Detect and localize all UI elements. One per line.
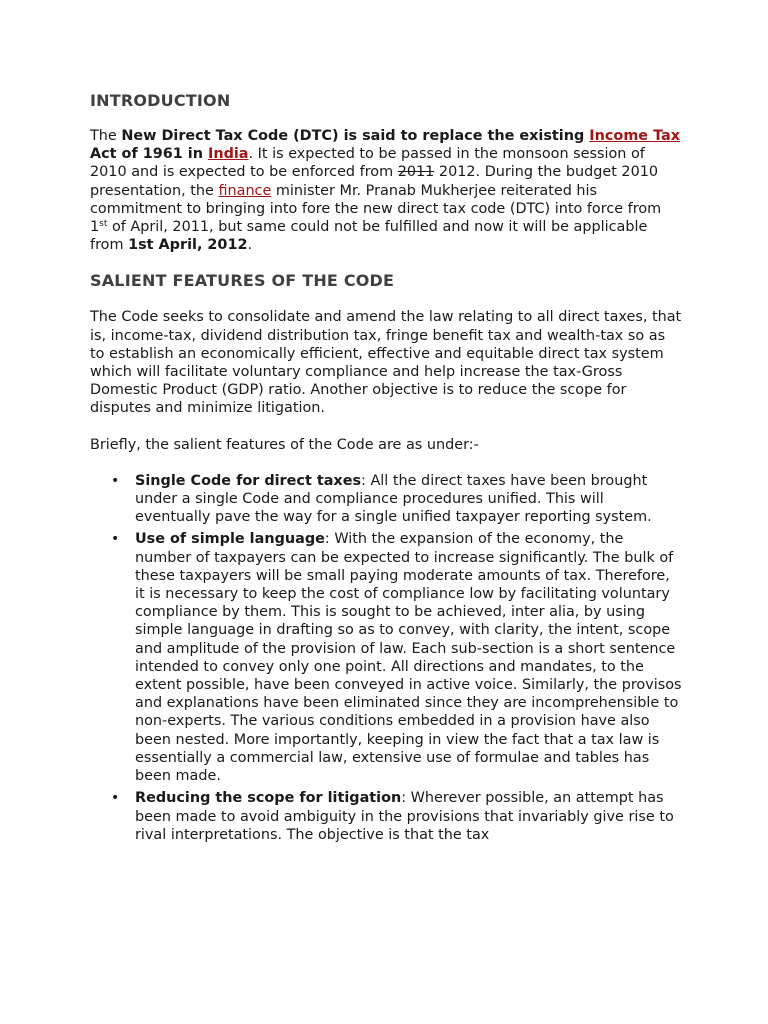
introduction-paragraph xyxy=(90,127,682,254)
intro-text-expected: . It is expected to be passed in the monsoon session of 2010 and is expected to be enforced from xyxy=(90,146,645,181)
income-tax-link[interactable]: Income Tax xyxy=(589,128,681,144)
consolidate-paragraph: The Code seeks to consolidate and amend the law relating to all direct taxes, that is, income-tax, dividend distribution tax, fringe benefit tax and wealth-tax so as to establish an economically efficient, effective and equitable direct tax system which will facilitate voluntary compliance and help increase the tax-Gross Domestic Product (GDP) ratio. Another objective is to reduce the scope for disputes and minimize litigation. xyxy=(90,309,682,417)
briefly-paragraph: Briefly, the salient features of the Code are as under:- xyxy=(90,436,479,453)
intro-text-applicable: of April, 2011, but same could not be fulfilled and now it will be applicable from xyxy=(90,219,648,254)
salient-features-heading: SALIENT FEATURES OF THE CODE xyxy=(90,271,395,291)
feature-term: Use of simple language xyxy=(135,531,325,548)
list-item xyxy=(90,472,682,527)
document-page xyxy=(90,89,682,848)
feature-term: Single Code for direct taxes xyxy=(135,472,362,489)
intro-bold-dtc: New Direct Tax Code (DTC) is said to replace the existing xyxy=(121,128,590,144)
feature-text: : All the direct taxes have been brought under a single Code and compliance procedures unified. This will eventually pave the way for a single unified taxpayer reporting system. xyxy=(135,472,652,526)
finance-link[interactable]: finance xyxy=(218,182,272,199)
intro-bold-date: 1st April, 2012 xyxy=(128,237,248,254)
bullet-icon: • xyxy=(111,790,120,807)
india-link[interactable]: India xyxy=(207,146,249,163)
bullet-icon: • xyxy=(111,531,120,548)
struck-year: 2011 xyxy=(397,164,435,181)
introduction-heading: INTRODUCTION xyxy=(90,91,231,110)
feature-term: Reducing the scope for litigation xyxy=(135,790,402,807)
intro-text-minister: minister Mr. Pranab Mukherjee reiterated his commitment to bringing into fore the new direct tax code (DTC) into force from 1 xyxy=(90,182,662,236)
intro-text-end: . xyxy=(247,237,253,254)
feature-text: : With the expansion of the economy, the number of taxpayers can be expected to increase significantly. The bulk of these taxpayers will be small paying moderate amounts of tax. Therefore, it is necessary to keep the cost of compliance low by facilitating voluntary compliance by them. This is sought to be achieved, inter alia, by using simple language in drafting so as to convey, with clarity, the intent, scope and amplitude of the provision of law. Each sub-section is a short sentence intended to convey only one point. All directions and mandates, to the extent possible, have been conveyed in active voice. Similarly, the provisos and explanations have been eliminated since they are incomprehensible to non-experts. The various conditions embedded in a provision have also been nested. More importantly, keeping in view the fact that a tax law is essentially a commercial law, extensive use of formulae and tables has been made. xyxy=(135,531,682,785)
superscript-st: st xyxy=(99,219,108,230)
bullet-icon: • xyxy=(111,472,120,489)
intro-text-budget: 2012. During the budget 2010 presentation, the xyxy=(90,164,659,199)
features-list xyxy=(90,472,682,844)
feature-text: : Wherever possible, an attempt has been made to avoid ambiguity in the provisions that invariably give rise to rival interpretations. The objective is that the tax xyxy=(135,790,674,843)
list-item xyxy=(90,530,682,785)
list-item xyxy=(90,789,682,844)
intro-bold-act: Act of 1961 in xyxy=(90,146,208,163)
intro-text-the: The xyxy=(90,128,122,144)
